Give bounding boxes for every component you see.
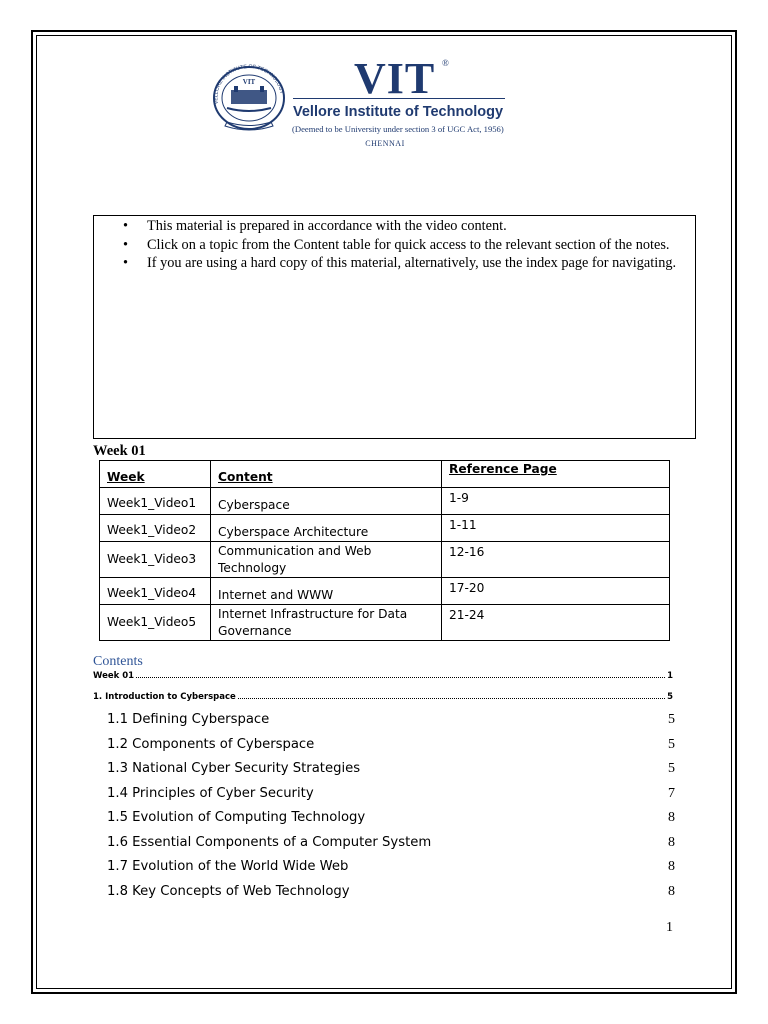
toc-entry-1-5[interactable] xyxy=(107,810,675,826)
toc-entry-week01[interactable] xyxy=(93,671,673,681)
toc-page: 8 xyxy=(668,810,675,825)
week-cell: Week1_Video5 xyxy=(100,605,211,641)
svg-text:VIT: VIT xyxy=(242,78,256,86)
bullet-icon: • xyxy=(123,255,129,271)
table-row xyxy=(100,542,670,578)
toc-entry-1-2[interactable] xyxy=(107,737,675,753)
toc-label: Week 01 xyxy=(93,671,135,681)
toc-entry-1-8[interactable] xyxy=(107,884,675,900)
week-content-table xyxy=(99,460,670,641)
instruction-box xyxy=(93,215,696,439)
toc-page: 1 xyxy=(667,671,673,681)
column-header-content: Content xyxy=(211,461,442,488)
instruction-item: • Click on a topic from the Content table for quick access to the relevant section of the notes. xyxy=(123,236,670,253)
toc-label: 1.8 Key Concepts of Web Technology xyxy=(107,884,350,899)
content-cell[interactable]: Cyberspace Architecture xyxy=(211,515,442,542)
week-cell: Week1_Video4 xyxy=(100,578,211,605)
column-header-week: Week xyxy=(100,461,211,488)
vit-logo-mark: VIT xyxy=(354,54,436,103)
table-row xyxy=(100,515,670,542)
institute-name: Vellore Institute of Technology xyxy=(293,104,504,120)
page-number: 1 xyxy=(666,920,673,935)
contents-heading: Contents xyxy=(93,654,143,669)
week-cell: Week1_Video1 xyxy=(100,488,211,515)
toc-page: 5 xyxy=(668,712,675,727)
toc-page: 5 xyxy=(668,761,675,776)
toc-entry-1-1[interactable] xyxy=(107,712,675,728)
instruction-list xyxy=(94,217,695,273)
toc-entry-1-6[interactable] xyxy=(107,835,675,851)
reference-cell: 1-9 xyxy=(442,488,670,515)
week-cell: Week1_Video3 xyxy=(100,542,211,578)
week-heading: Week 01 xyxy=(93,443,146,459)
reference-cell: 17-20 xyxy=(442,578,670,605)
instruction-item: • This material is prepared in accordance with the video content. xyxy=(123,218,507,234)
deemed-status: (Deemed to be University under section 3 of UGC Act, 1956) xyxy=(292,124,504,134)
reference-cell: 12-16 xyxy=(442,542,670,578)
table-row xyxy=(100,578,670,605)
instruction-item: • If you are using a hard copy of this material, alternatively, use the index page for navigating. xyxy=(123,255,677,271)
table-row xyxy=(100,488,670,515)
toc-leader xyxy=(238,698,665,699)
reference-cell: 21-24 xyxy=(442,605,670,641)
table-header-row xyxy=(100,461,670,488)
toc-label: 1.4 Principles of Cyber Security xyxy=(107,786,314,801)
toc-label: 1.7 Evolution of the World Wide Web xyxy=(107,859,349,874)
toc-entry-introduction[interactable] xyxy=(93,692,673,702)
content-cell[interactable]: Internet and WWW xyxy=(211,578,442,605)
logo-divider xyxy=(293,98,505,99)
toc-leader xyxy=(136,677,665,678)
table-row xyxy=(100,605,670,641)
toc-label: 1.2 Components of Cyberspace xyxy=(107,737,315,752)
reference-cell: 1-11 xyxy=(442,515,670,542)
toc-label: 1.1 Defining Cyberspace xyxy=(107,712,270,727)
toc-entry-1-3[interactable] xyxy=(107,761,675,777)
content-cell[interactable]: Communication and Web Technology xyxy=(211,542,442,578)
content-cell[interactable]: Internet Infrastructure for Data Governance xyxy=(211,605,442,641)
content-cell[interactable]: Cyberspace xyxy=(211,488,442,515)
svg-text:VELLORE INSTITUTE OF TECHNOLOG: VELLORE INSTITUTE OF TECHNOLOGY xyxy=(213,64,285,105)
university-seal-logo xyxy=(209,64,289,136)
week-cell: Week1_Video2 xyxy=(100,515,211,542)
toc-page: 8 xyxy=(668,884,675,899)
campus-name: CHENNAI xyxy=(365,139,405,148)
toc-label: 1. Introduction to Cyberspace xyxy=(93,692,236,702)
toc-page: 5 xyxy=(668,737,675,752)
bullet-icon: • xyxy=(123,236,129,253)
toc-entry-1-7[interactable] xyxy=(107,859,675,875)
column-header-reference: Reference Page xyxy=(442,461,670,488)
toc-label: 1.3 National Cyber Security Strategies xyxy=(107,761,361,776)
bullet-icon: • xyxy=(123,218,129,234)
toc-label: 1.6 Essential Components of a Computer System xyxy=(107,835,432,850)
toc-page: 7 xyxy=(668,786,675,801)
toc-page: 5 xyxy=(667,692,673,702)
toc-label: 1.5 Evolution of Computing Technology xyxy=(107,810,366,825)
toc-page: 8 xyxy=(668,859,675,874)
toc-entry-1-4[interactable] xyxy=(107,786,675,802)
toc-page: 8 xyxy=(668,835,675,850)
registered-mark: ® xyxy=(442,58,449,68)
